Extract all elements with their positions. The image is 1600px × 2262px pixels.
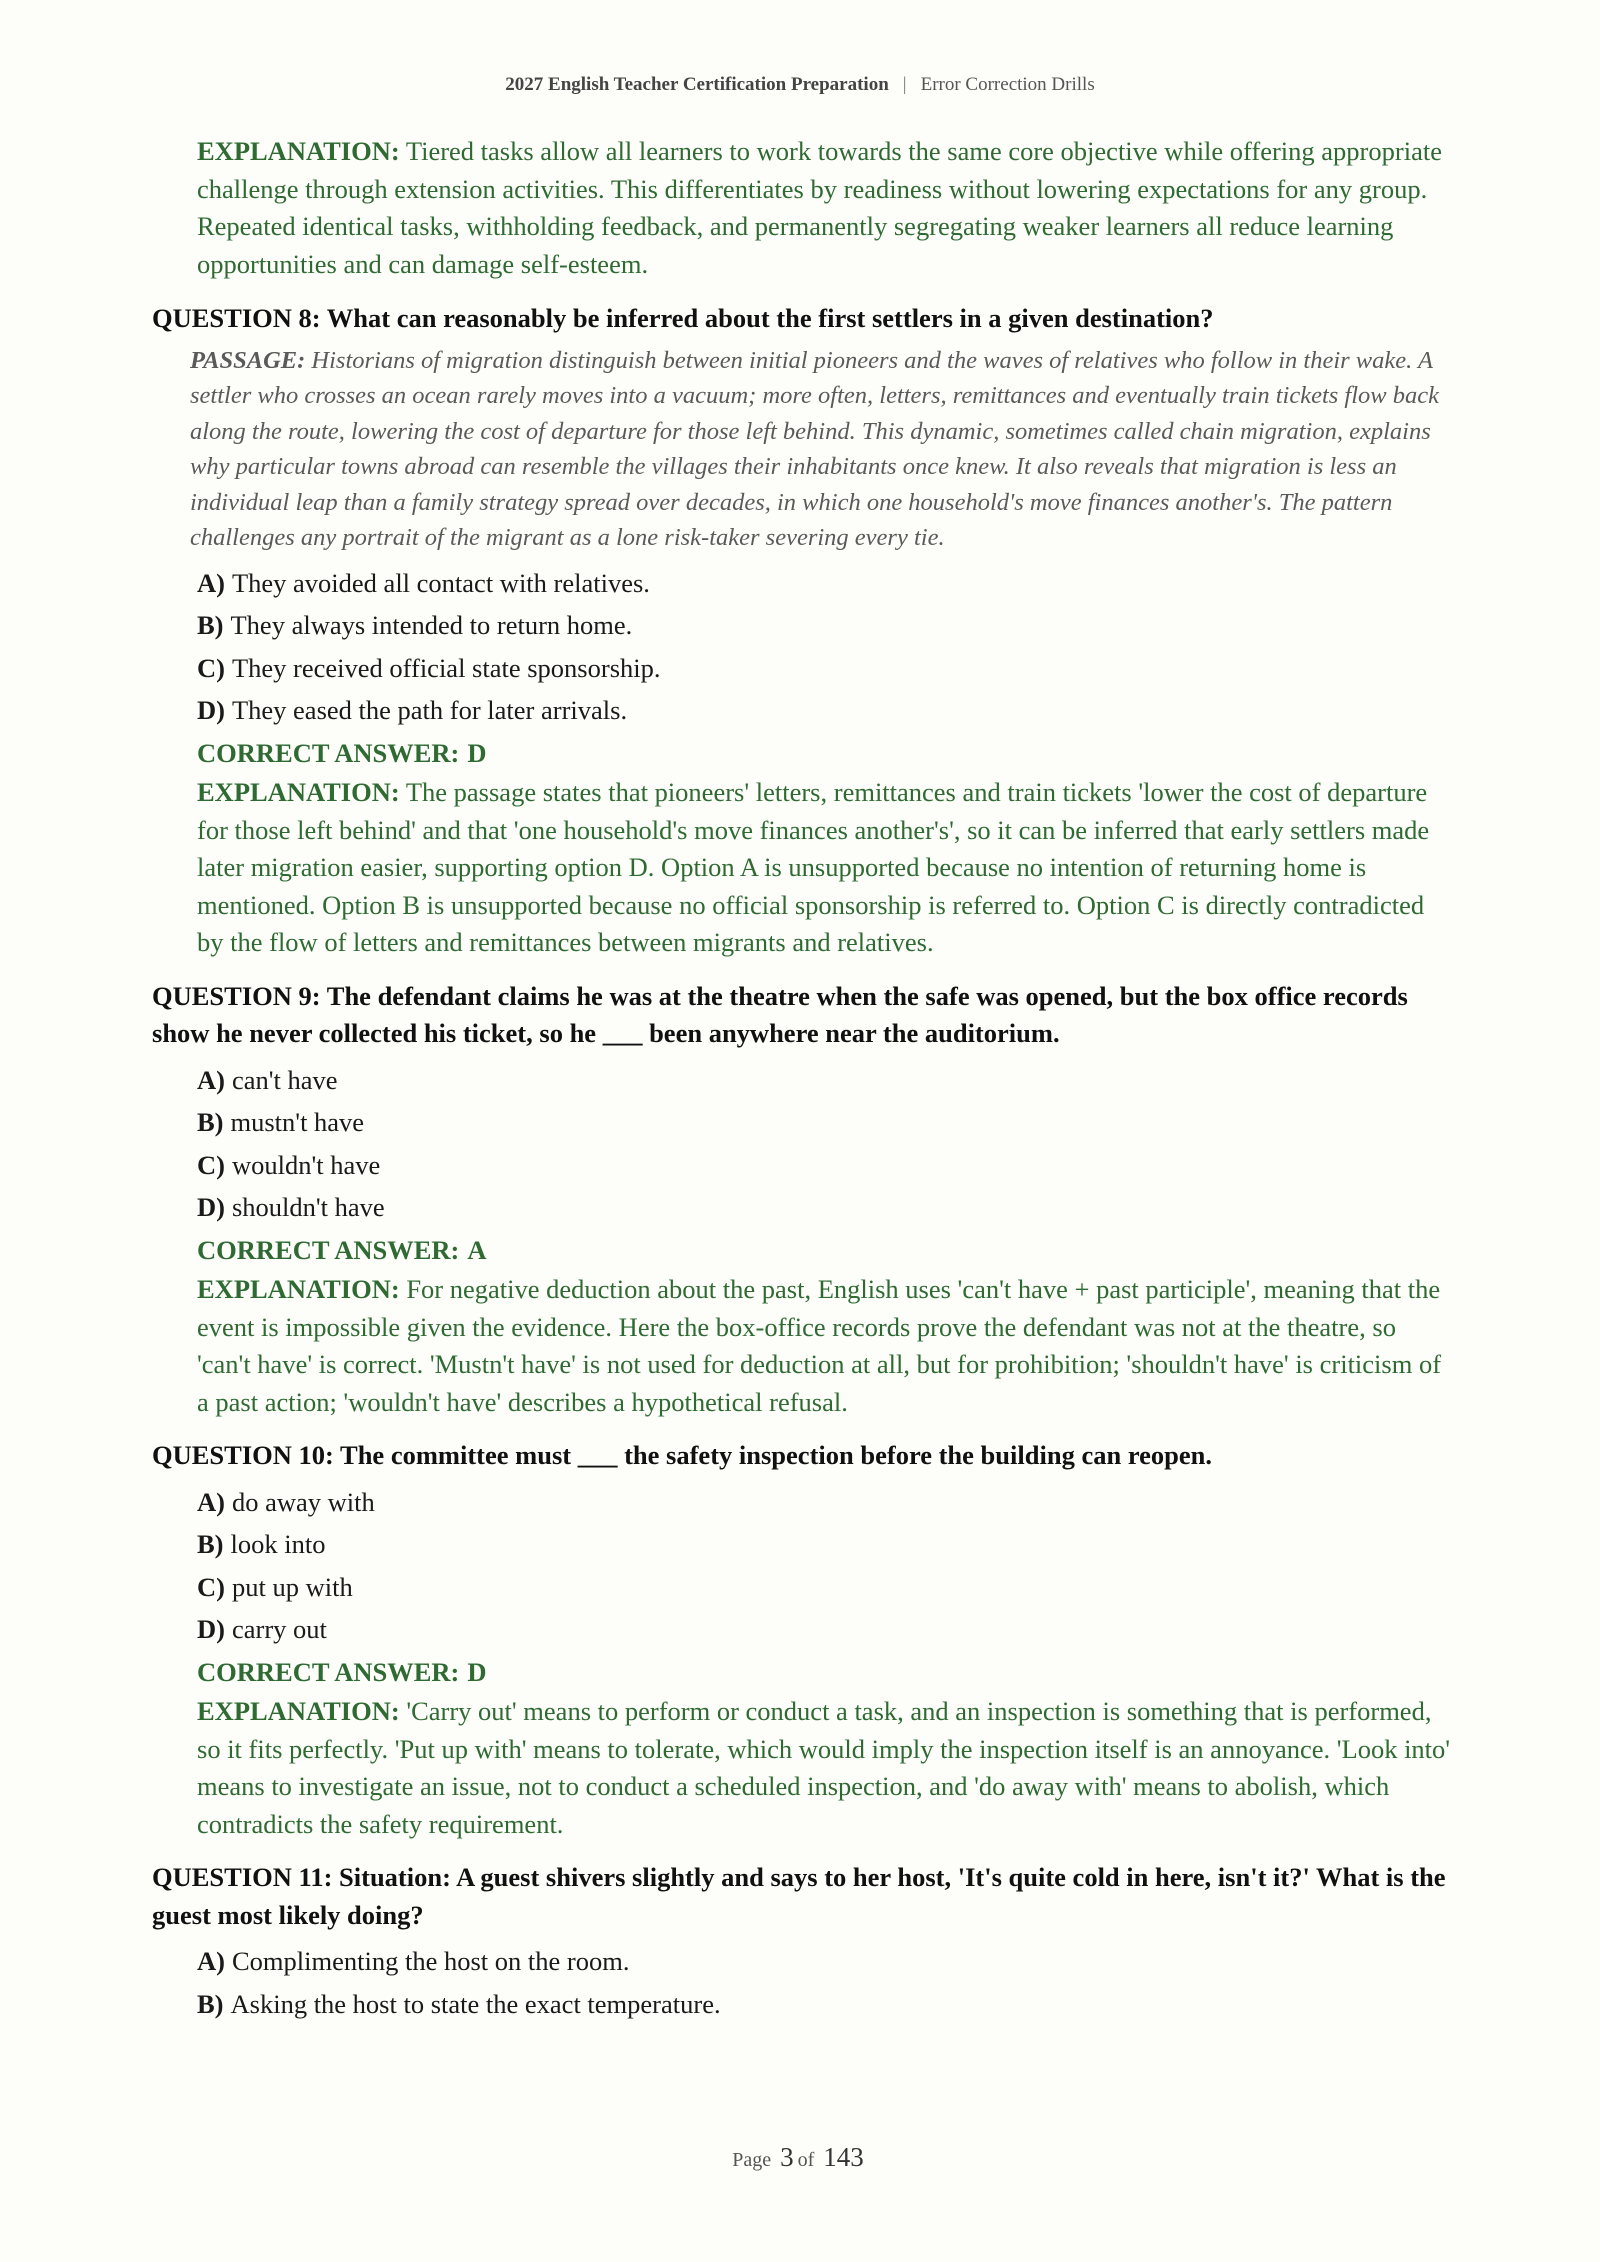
question-heading — [152, 978, 1452, 1053]
correct-answer-letter: D — [467, 737, 487, 768]
page-footer — [0, 2142, 1600, 2173]
option-text: mustn't have — [230, 1107, 365, 1137]
answer-option — [197, 1059, 1452, 1102]
page-content — [152, 133, 1452, 2025]
question-label: QUESTION 9: — [152, 980, 321, 1011]
explanation-label: EXPLANATION: — [197, 777, 400, 807]
running-header — [0, 74, 1600, 96]
passage-text: Historians of migration distinguish between initial pioneers and the waves of relatives who follow in their wake. A settler who crosses an ocean rarely moves into a vacuum; more often, letters, remittances and eventually train tickets flow back along the route, lowering the cost of departure for those left behind. This dynamic, sometimes called chain migration, explains why particular towns abroad can resemble the villages their inhabitants once knew. It also reveals that migration is less an individual leap than a family strategy spread over decades, in which one household's move finances another's. The pattern challenges any portrait of the migrant as a lone risk-taker severing every tie. — [190, 346, 1439, 551]
option-letter: C) — [197, 1149, 225, 1180]
answer-option — [197, 1101, 1452, 1144]
answer-option — [197, 1940, 1452, 1983]
answer-option — [197, 1523, 1452, 1566]
option-list — [197, 1481, 1452, 1651]
total-pages-number: 143 — [823, 2142, 864, 2172]
explanation-text: 'Carry out' means to perform or conduct a task, and an inspection is something that is performed, so it fits perfectly. 'Put up with' means to tolerate, which would imply the inspection itself is an annoyance. 'Look into' means to investigate an issue, not to conduct a scheduled inspection, and 'do away with' means to abolish, which contradicts the safety requirement. — [197, 1696, 1451, 1839]
option-text: They always intended to return home. — [230, 610, 633, 640]
option-text: put up with — [231, 1571, 353, 1602]
answer-option — [197, 1566, 1452, 1609]
answer-option — [197, 1144, 1452, 1187]
section-title: Error Correction Drills — [920, 74, 1095, 95]
answer-option — [197, 604, 1452, 647]
explanation-block — [197, 774, 1452, 962]
option-text: Complimenting the host on the room. — [231, 1946, 630, 1976]
correct-answer — [197, 732, 1452, 775]
option-text: wouldn't have — [231, 1149, 381, 1180]
option-letter: B) — [197, 610, 224, 640]
option-text: shouldn't have — [231, 1192, 385, 1222]
option-text: They eased the path for later arrivals. — [231, 695, 628, 725]
header-separator: | — [902, 74, 907, 95]
option-text: Asking the host to state the exact temperature. — [230, 1988, 721, 2019]
passage-block — [190, 343, 1452, 556]
question-text: What can reasonably be inferred about the first settlers in a given destination? — [326, 303, 1214, 333]
answer-option — [197, 689, 1452, 732]
option-letter: C) — [197, 1571, 225, 1602]
answer-option — [197, 562, 1452, 605]
correct-answer-letter: A — [467, 1234, 487, 1265]
option-letter: B) — [197, 1107, 224, 1137]
question-heading — [152, 1437, 1452, 1475]
correct-answer-letter: D — [467, 1656, 487, 1687]
explanation-label: EXPLANATION: — [197, 1696, 400, 1726]
option-letter: C) — [197, 652, 225, 683]
option-letter: D) — [197, 1192, 225, 1222]
option-letter: A) — [197, 1064, 225, 1095]
question-heading — [152, 300, 1452, 338]
option-text: can't have — [231, 1064, 338, 1095]
option-text: They avoided all contact with relatives. — [231, 567, 650, 598]
option-letter: D) — [197, 1614, 225, 1644]
explanation-block — [197, 133, 1452, 283]
explanation-label: EXPLANATION: — [197, 1274, 400, 1304]
of-word: of — [797, 2149, 815, 2171]
correct-answer-label: CORRECT ANSWER: — [197, 1656, 460, 1687]
passage-label: PASSAGE: — [190, 346, 306, 374]
question-label: QUESTION 10: — [152, 1440, 334, 1470]
option-list — [197, 1059, 1452, 1229]
question-label: QUESTION 11: — [152, 1862, 333, 1892]
current-page-number: 3 — [780, 2142, 794, 2172]
correct-answer-label: CORRECT ANSWER: — [197, 1234, 460, 1265]
page-word: Page — [732, 2149, 772, 2171]
option-list — [197, 562, 1452, 732]
option-letter: A) — [197, 1486, 225, 1517]
answer-option — [197, 1186, 1452, 1229]
option-text: They received official state sponsorship. — [231, 652, 661, 683]
explanation-label: EXPLANATION: — [197, 136, 400, 166]
correct-answer — [197, 1229, 1452, 1272]
option-letter: B) — [197, 1529, 224, 1559]
option-text: do away with — [231, 1486, 375, 1517]
question-text: The defendant claims he was at the theatre when the safe was opened, but the box office records show he never collected his ticket, so he ___ been anywhere near the auditorium. — [152, 980, 1408, 1048]
answer-option — [197, 1481, 1452, 1524]
option-list — [197, 1940, 1452, 2025]
question-text: The committee must ___ the safety inspection before the building can reopen. — [340, 1440, 1213, 1470]
question-text: Situation: A guest shivers slightly and says to her host, 'It's quite cold in here, isn't it?' What is the guest most likely doing? — [152, 1862, 1446, 1930]
explanation-text: Tiered tasks allow all learners to work towards the same core objective while offering appropriate challenge through extension activities. This differentiates by readiness without lowering expectations for any group. Repeated identical tasks, withholding feedback, and permanently segregating weaker learners all reduce learning opportunities and can damage self-esteem. — [197, 136, 1442, 279]
explanation-text: The passage states that pioneers' letters, remittances and train tickets 'lower the cost of departure for those left behind' and that 'one household's move finances another's', so it can be inferred that early settlers made later migration easier, supporting option D. Option A is unsupported because no intention of returning home is mentioned. Option B is unsupported because no official sponsorship is referred to. Option C is directly contradicted by the flow of letters and remittances between migrants and relatives. — [197, 777, 1430, 957]
explanation-block — [197, 1693, 1452, 1843]
explanation-block — [197, 1271, 1452, 1421]
answer-option — [197, 1608, 1452, 1651]
option-text: look into — [230, 1529, 326, 1559]
option-letter: B) — [197, 1988, 224, 2019]
document-title: 2027 English Teacher Certification Preparation — [505, 74, 889, 95]
answer-option — [197, 647, 1452, 690]
option-text: carry out — [231, 1614, 327, 1644]
question-label: QUESTION 8: — [152, 303, 321, 333]
option-letter: D) — [197, 695, 225, 725]
answer-option — [197, 1983, 1452, 2026]
correct-answer — [197, 1651, 1452, 1694]
question-heading — [152, 1859, 1452, 1934]
option-letter: A) — [197, 567, 225, 598]
correct-answer-label: CORRECT ANSWER: — [197, 737, 460, 768]
option-letter: A) — [197, 1946, 225, 1976]
explanation-text: For negative deduction about the past, English uses 'can't have + past participle', meaning that the event is impossible given the evidence. Here the box-office records prove the defendant was not at the theatre, so 'can't have' is correct. 'Mustn't have' is not used for deduction at all, but for prohibition; 'shouldn't have' is criticism of a past action; 'wouldn't have' describes a hypothetical refusal. — [197, 1274, 1442, 1417]
